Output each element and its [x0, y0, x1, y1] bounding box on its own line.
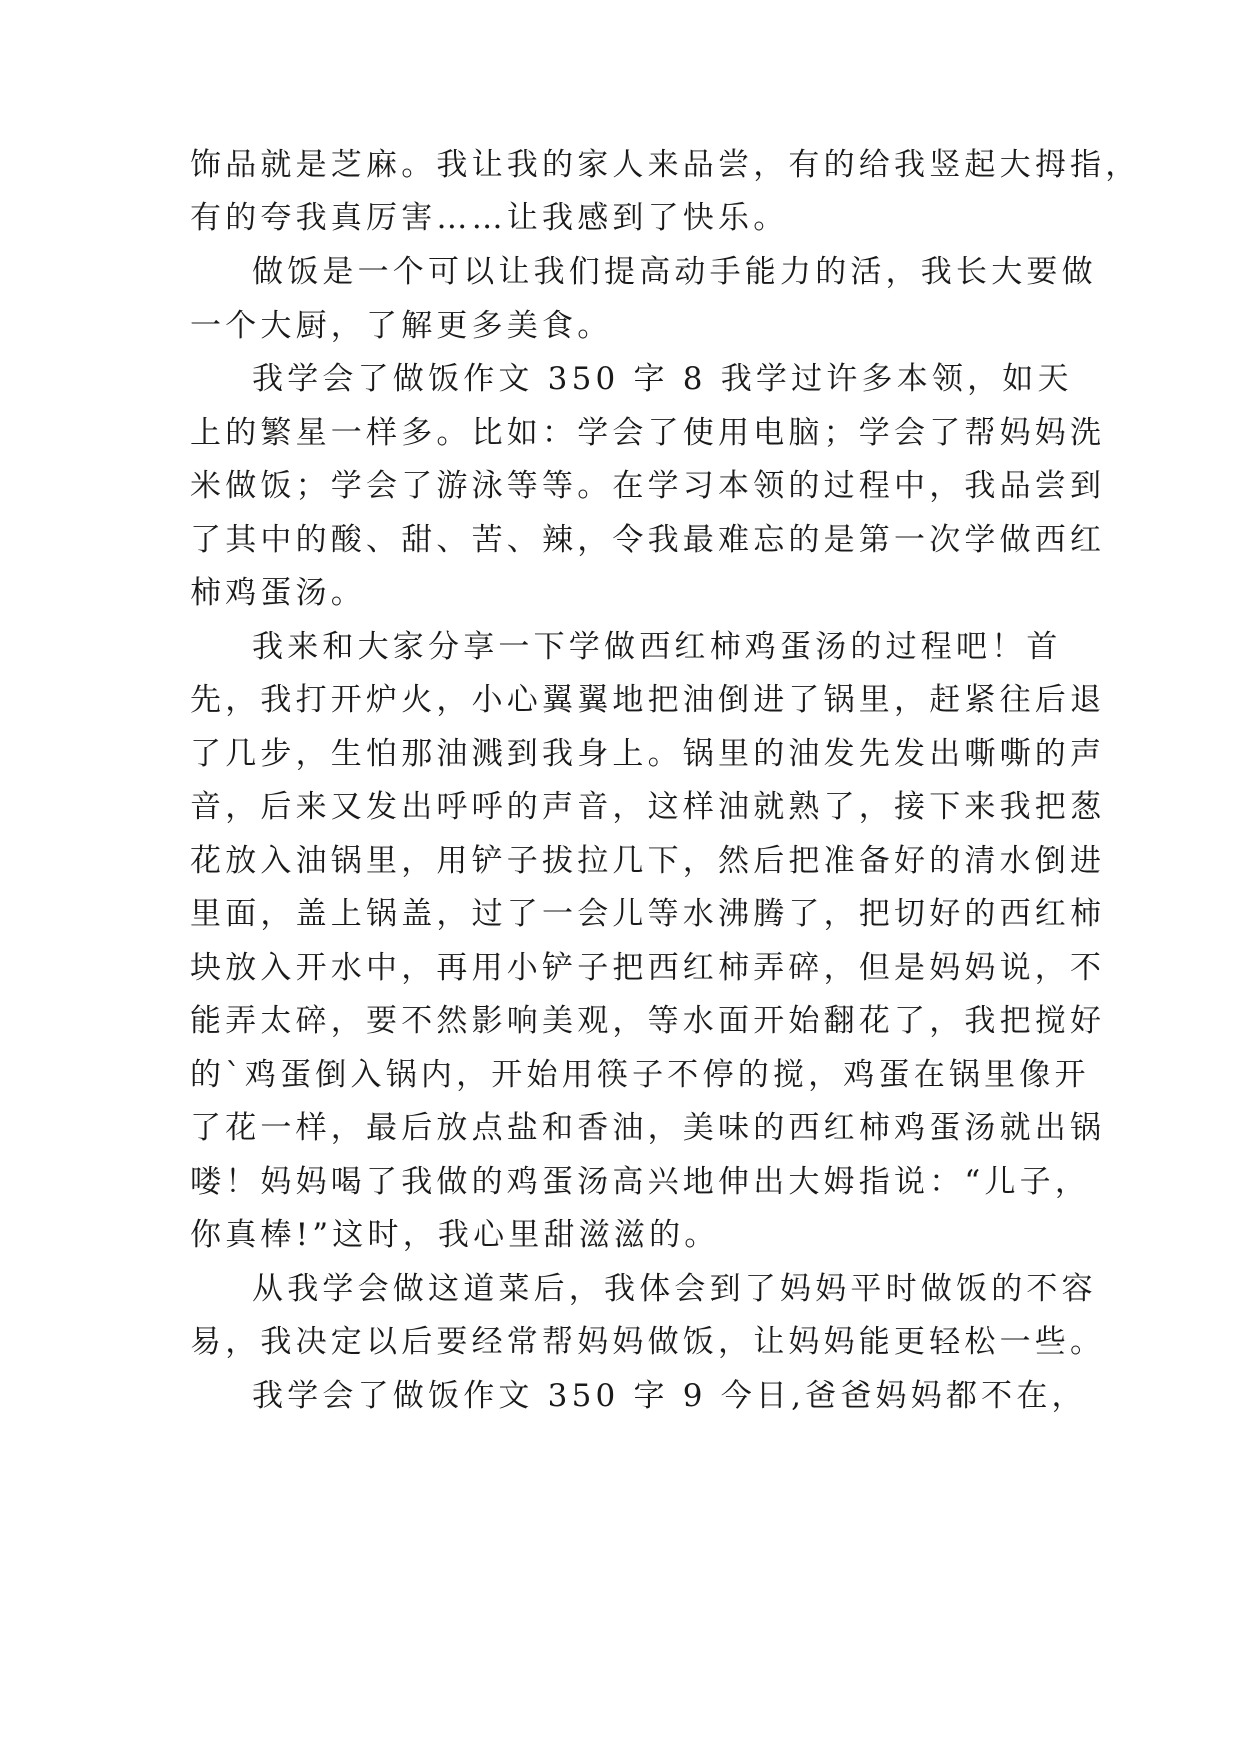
text-line: 块放入开水中，再用小铲子把西红柿弄碎，但是妈妈说，不	[190, 950, 1106, 986]
text-line: 上的繁星一样多。比如：学会了使用电脑；学会了帮妈妈洗	[190, 415, 1106, 451]
text-line: 先，我打开炉火，小心翼翼地把油倒进了锅里，赶紧往后退	[190, 682, 1106, 718]
text-line: 花放入油锅里，用铲子拔拉几下，然后把准备好的清水倒进	[190, 843, 1106, 879]
text-line: 音，后来又发出呼呼的声音，这样油就熟了，接下来我把葱	[190, 789, 1106, 825]
text-line: 了花一样，最后放点盐和香油，美味的西红柿鸡蛋汤就出锅	[190, 1110, 1106, 1146]
text-line: 从我学会做这道菜后，我体会到了妈妈平时做饭的不容	[252, 1271, 1097, 1307]
text-line: 了其中的酸、甜、苦、辣，令我最难忘的是第一次学做西红	[190, 522, 1106, 558]
text-line: 米做饭；学会了游泳等等。在学习本领的过程中，我品尝到	[190, 468, 1106, 504]
text-line: 能弄太碎，要不然影响美观，等水面开始翻花了，我把搅好	[190, 1003, 1106, 1039]
text-line: 一个大厨，了解更多美食。	[190, 308, 613, 344]
text-line: 的`鸡蛋倒入锅内，开始用筷子不停的搅，鸡蛋在锅里像开	[190, 1057, 1090, 1093]
text-line: 我来和大家分享一下学做西红柿鸡蛋汤的过程吧！首	[252, 629, 1062, 665]
text-line: 喽！妈妈喝了我做的鸡蛋汤高兴地伸出大姆指说：“儿子，	[190, 1164, 1091, 1200]
text-line: 你真棒!”这时，我心里甜滋滋的。	[190, 1217, 720, 1253]
text-line: 有的夸我真厉害……让我感到了快乐。	[190, 200, 789, 236]
text-line: 做饭是一个可以让我们提高动手能力的活，我长大要做	[252, 254, 1097, 290]
section-heading-line: 我学会了做饭作文 350 字 8 我学过许多本领，如天	[252, 361, 1073, 397]
text-line: 易，我决定以后要经常帮妈妈做饭，让妈妈能更轻松一些。	[190, 1324, 1106, 1360]
text-line: 里面，盖上锅盖，过了一会儿等水沸腾了，把切好的西红柿	[190, 896, 1106, 932]
text-line: 饰品就是芝麻。我让我的家人来品尝，有的给我竖起大拇指，	[190, 147, 1141, 183]
text-line: 了几步，生怕那油溅到我身上。锅里的油发先发出嘶嘶的声	[190, 736, 1106, 772]
text-line: 柿鸡蛋汤。	[190, 575, 366, 611]
section-heading-line: 我学会了做饭作文 350 字 9 今日,爸爸妈妈都不在，	[252, 1378, 1087, 1414]
